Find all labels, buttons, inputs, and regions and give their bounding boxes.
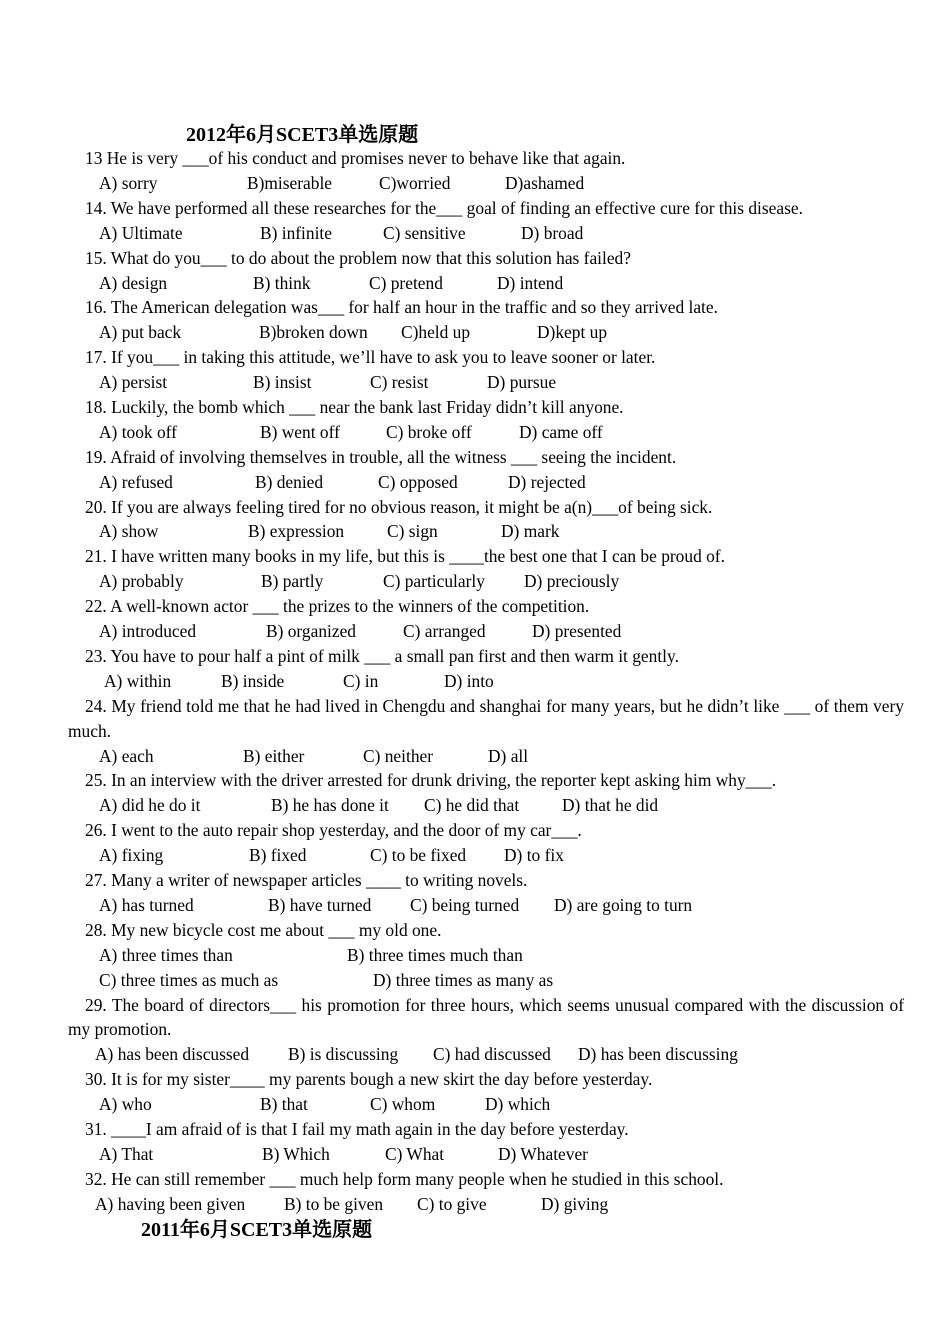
- options-row: [68, 171, 904, 196]
- question-item: [68, 295, 904, 345]
- question-stem: 17. If you___ in taking this attitude, we’ll have to ask you to leave sooner or later.: [85, 347, 656, 368]
- question-stem: 16. The American delegation was___ for half an hour in the traffic and so they arrived late.: [85, 297, 718, 318]
- option-b[interactable]: B) think: [253, 272, 311, 293]
- question-item: [68, 246, 904, 296]
- option-c[interactable]: C) to be fixed: [370, 845, 467, 866]
- option-b[interactable]: B)miserable: [247, 172, 332, 193]
- question-item: [68, 1067, 904, 1117]
- options-row: [68, 744, 904, 769]
- option-d[interactable]: D)kept up: [537, 322, 608, 343]
- option-b[interactable]: B) infinite: [260, 222, 332, 243]
- question-item: [68, 594, 904, 644]
- option-a[interactable]: A) introduced: [99, 621, 197, 642]
- option-a[interactable]: A) within: [104, 670, 172, 691]
- option-b[interactable]: B) to be given: [284, 1193, 384, 1214]
- option-a[interactable]: A) show: [99, 521, 159, 542]
- options-row: [68, 271, 904, 296]
- option-b[interactable]: B) fixed: [249, 845, 307, 866]
- question-item: [68, 395, 904, 445]
- options-row: [68, 569, 904, 594]
- option-b[interactable]: B) he has done it: [271, 795, 389, 816]
- option-b[interactable]: B) is discussing: [288, 1044, 399, 1065]
- option-d[interactable]: D) came off: [519, 421, 603, 442]
- question-item: [68, 918, 904, 993]
- options-row: [68, 843, 904, 868]
- option-c[interactable]: C) sensitive: [383, 222, 466, 243]
- option-d[interactable]: D) three times as many as: [373, 969, 554, 990]
- question-item: [68, 868, 904, 918]
- option-a[interactable]: A) refused: [99, 471, 173, 492]
- question-item: [68, 1117, 904, 1167]
- option-c[interactable]: C) in: [343, 670, 379, 691]
- question-item: [68, 196, 904, 246]
- question-stem: 32. He can still remember ___ much help form many people when he studied in this school.: [85, 1168, 724, 1189]
- option-a[interactable]: A) put back: [99, 322, 182, 343]
- option-d[interactable]: D) Whatever: [498, 1143, 588, 1164]
- option-a[interactable]: A) That: [99, 1143, 154, 1164]
- question-stem: 13 He is very ___of his conduct and promises never to behave like that again.: [85, 148, 626, 168]
- options-row: [68, 519, 904, 544]
- option-a[interactable]: A) persist: [99, 372, 168, 393]
- question-stem: 21. I have written many books in my life, but this is ____the best one that I can be proud of.: [85, 546, 725, 567]
- option-b[interactable]: B) have turned: [268, 894, 372, 915]
- question-item: [68, 445, 904, 495]
- option-a[interactable]: A) has turned: [99, 894, 194, 915]
- question-item: [68, 146, 904, 196]
- option-a[interactable]: A) sorry: [99, 172, 158, 193]
- options-row: [68, 470, 904, 495]
- options-row: [68, 793, 904, 818]
- options-row: [68, 370, 904, 395]
- option-c[interactable]: C)worried: [379, 172, 451, 193]
- option-c[interactable]: C) What: [385, 1143, 445, 1164]
- option-d[interactable]: D)ashamed: [505, 172, 585, 193]
- option-a[interactable]: A) three times than: [99, 944, 233, 965]
- option-a[interactable]: A) took off: [99, 421, 177, 442]
- question-stem: 14. We have performed all these researches for the___ goal of finding an effective cure for this disease.: [85, 197, 803, 218]
- option-a[interactable]: A) probably: [99, 571, 184, 592]
- options-row: [68, 1092, 904, 1117]
- question-stem: 15. What do you___ to do about the problem now that this solution has failed?: [85, 247, 631, 268]
- question-stem: 22. A well-known actor ___ the prizes to the winners of the competition.: [85, 596, 590, 617]
- option-d[interactable]: D) broad: [521, 222, 584, 243]
- option-a[interactable]: A) who: [99, 1094, 152, 1115]
- option-c[interactable]: C) particularly: [383, 571, 485, 592]
- option-b[interactable]: B) Which: [262, 1143, 330, 1164]
- option-d[interactable]: D) has been discussing: [578, 1044, 738, 1065]
- option-d[interactable]: D) preciously: [524, 571, 620, 592]
- option-b[interactable]: B)broken down: [259, 322, 368, 343]
- option-c[interactable]: C) he did that: [424, 795, 520, 816]
- option-c[interactable]: C) pretend: [369, 272, 443, 293]
- question-stem: 26. I went to the auto repair shop yesterday, and the door of my car___.: [85, 820, 582, 841]
- option-a[interactable]: A) each: [99, 745, 154, 766]
- options-row: [68, 968, 904, 993]
- option-b[interactable]: B) partly: [261, 571, 324, 592]
- option-a[interactable]: A) fixing: [99, 845, 164, 866]
- option-d[interactable]: D) that he did: [562, 795, 659, 816]
- question-stem: 24. My friend told me that he had lived in Chengdu and shanghai for many years, but he didn’t like ___ of them very much.: [68, 695, 904, 741]
- option-d[interactable]: D) intend: [497, 272, 564, 293]
- option-c[interactable]: C) being turned: [410, 894, 520, 915]
- option-b[interactable]: B) went off: [260, 421, 340, 442]
- option-a[interactable]: A) having been given: [95, 1193, 246, 1214]
- options-row: [68, 320, 904, 345]
- options-row: [68, 669, 904, 694]
- option-a[interactable]: A) Ultimate: [99, 222, 183, 243]
- option-c[interactable]: C) broke off: [386, 421, 472, 442]
- question-stem: 29. The board of directors___ his promotion for three hours, which seems unusual compared with the discussion of my promotion.: [68, 994, 904, 1040]
- options-row: [68, 420, 904, 445]
- option-b[interactable]: B) insist: [253, 372, 312, 393]
- option-c[interactable]: C) to give: [417, 1193, 487, 1214]
- question-stem: 27. Many a writer of newspaper articles ____ to writing novels.: [85, 870, 528, 891]
- option-c[interactable]: C) had discussed: [433, 1044, 551, 1065]
- option-c[interactable]: C) whom: [370, 1094, 436, 1115]
- question-item: [68, 544, 904, 594]
- question-item: [68, 993, 904, 1068]
- option-c[interactable]: C) arranged: [403, 621, 486, 642]
- option-d[interactable]: D) which: [485, 1094, 551, 1115]
- option-d[interactable]: D) are going to turn: [554, 894, 693, 915]
- option-b[interactable]: B) organized: [266, 621, 356, 642]
- options-row: [68, 221, 904, 246]
- question-stem: 25. In an interview with the driver arrested for drunk driving, the reporter kept asking him why___.: [85, 770, 777, 791]
- option-c[interactable]: C) opposed: [378, 471, 458, 492]
- options-row: [68, 619, 904, 644]
- question-item: [68, 495, 904, 545]
- option-d[interactable]: D) presented: [532, 621, 622, 642]
- question-stem: 23. You have to pour half a pint of milk ___ a small pan first and then warm it gently.: [85, 645, 679, 666]
- option-a[interactable]: A) design: [99, 272, 168, 293]
- option-b[interactable]: B) inside: [221, 670, 285, 691]
- option-a[interactable]: A) did he do it: [99, 795, 201, 816]
- question-stem: 31. ____I am afraid of is that I fail my math again in the day before yesterday.: [85, 1119, 629, 1140]
- question-item: [68, 768, 904, 818]
- option-c[interactable]: C) neither: [363, 745, 434, 766]
- section-title-2012: 2012年6月SCET3单选原题: [186, 124, 419, 146]
- question-item: [68, 818, 904, 868]
- question-stem: 28. My new bicycle cost me about ___ my old one.: [85, 919, 442, 940]
- option-c[interactable]: C) sign: [387, 521, 438, 542]
- option-d[interactable]: D) pursue: [487, 372, 557, 393]
- option-b[interactable]: B) three times much than: [347, 944, 523, 965]
- option-b[interactable]: B) expression: [248, 521, 345, 542]
- option-a[interactable]: A) has been discussed: [95, 1044, 250, 1065]
- option-d[interactable]: D) to fix: [504, 845, 564, 866]
- options-row: [68, 943, 904, 968]
- options-row: [68, 893, 904, 918]
- question-item: [68, 644, 904, 694]
- question-item: [68, 345, 904, 395]
- option-d[interactable]: D) all: [488, 745, 529, 766]
- options-row: [68, 1142, 904, 1167]
- option-d[interactable]: D) into: [444, 670, 494, 691]
- option-c[interactable]: C) resist: [370, 372, 429, 393]
- option-c[interactable]: C) three times as much as: [99, 969, 279, 990]
- option-d[interactable]: D) rejected: [508, 471, 586, 492]
- option-b[interactable]: B) either: [243, 745, 305, 766]
- question-item: [68, 694, 904, 769]
- question-stem: 30. It is for my sister____ my parents bough a new skirt the day before yesterday.: [85, 1069, 653, 1090]
- options-row: [68, 1042, 904, 1067]
- question-stem: 19. Afraid of involving themselves in trouble, all the witness ___ seeing the incident.: [85, 446, 677, 467]
- question-item: [68, 1167, 904, 1217]
- option-d[interactable]: D) giving: [541, 1193, 609, 1214]
- question-stem: 18. Luckily, the bomb which ___ near the bank last Friday didn’t kill anyone.: [85, 396, 624, 417]
- section-title-2011: 2011年6月SCET3单选原题: [141, 1219, 373, 1241]
- question-list: [68, 146, 904, 1217]
- question-stem: 20. If you are always feeling tired for no obvious reason, it might be a(n)___of being sick.: [85, 496, 713, 517]
- option-b[interactable]: B) that: [260, 1094, 308, 1115]
- option-c[interactable]: C)held up: [401, 322, 471, 343]
- option-b[interactable]: B) denied: [255, 471, 324, 492]
- option-d[interactable]: D) mark: [501, 521, 560, 542]
